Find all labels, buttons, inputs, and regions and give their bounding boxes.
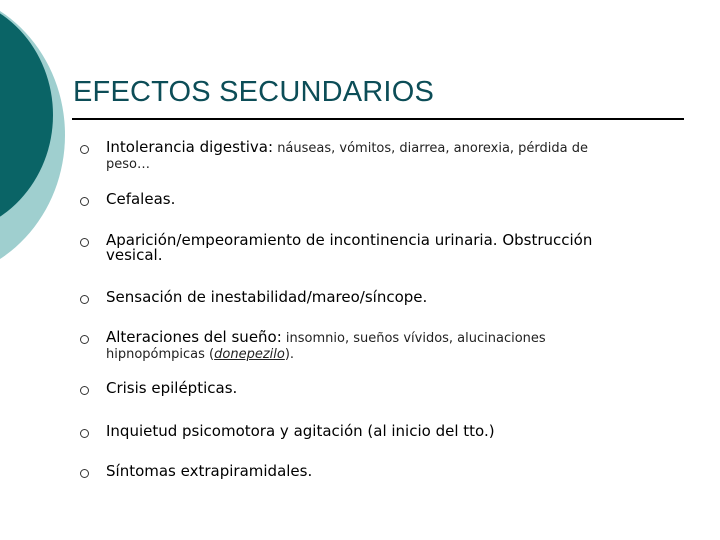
item-label: Inquietud psicomotora y agitación (al inicio del tto.) (106, 422, 495, 440)
item-continuation: peso… (106, 157, 150, 172)
cont-prefix: hipnopómpicas ( (106, 347, 215, 362)
drug-name-link: donepezilo (214, 347, 285, 362)
item-label: Síntomas extrapiramidales. (106, 462, 313, 480)
item-label: Crisis epilépticas. (106, 379, 238, 397)
item-label: Alteraciones del sueño: (106, 328, 282, 346)
bullet-icon (80, 386, 89, 395)
bullet-icon (80, 145, 89, 154)
bullet-icon (80, 295, 89, 304)
item-description: náuseas, vómitos, diarrea, anorexia, pérdida de (273, 141, 589, 156)
bullet-icon (80, 335, 89, 344)
page-title: EFECTOS SECUNDARIOS (73, 76, 434, 108)
item-label: Sensación de inestabilidad/mareo/síncope. (106, 288, 428, 306)
bullet-icon (80, 429, 89, 438)
item-label: Cefaleas. (106, 190, 176, 208)
cont-suffix: ). (284, 347, 295, 362)
bullet-icon (80, 469, 89, 478)
bullet-icon (80, 197, 89, 206)
item-continuation: vesical. (106, 246, 163, 264)
item-label: Intolerancia digestiva: (106, 138, 274, 156)
item-continuation (106, 347, 676, 362)
bullet-icon (80, 238, 89, 247)
item-label: Aparición/empeoramiento de incontinencia urinaria. Obstrucción (106, 231, 593, 249)
item-description: insomnio, sueños vívidos, alucinaciones (281, 331, 546, 346)
